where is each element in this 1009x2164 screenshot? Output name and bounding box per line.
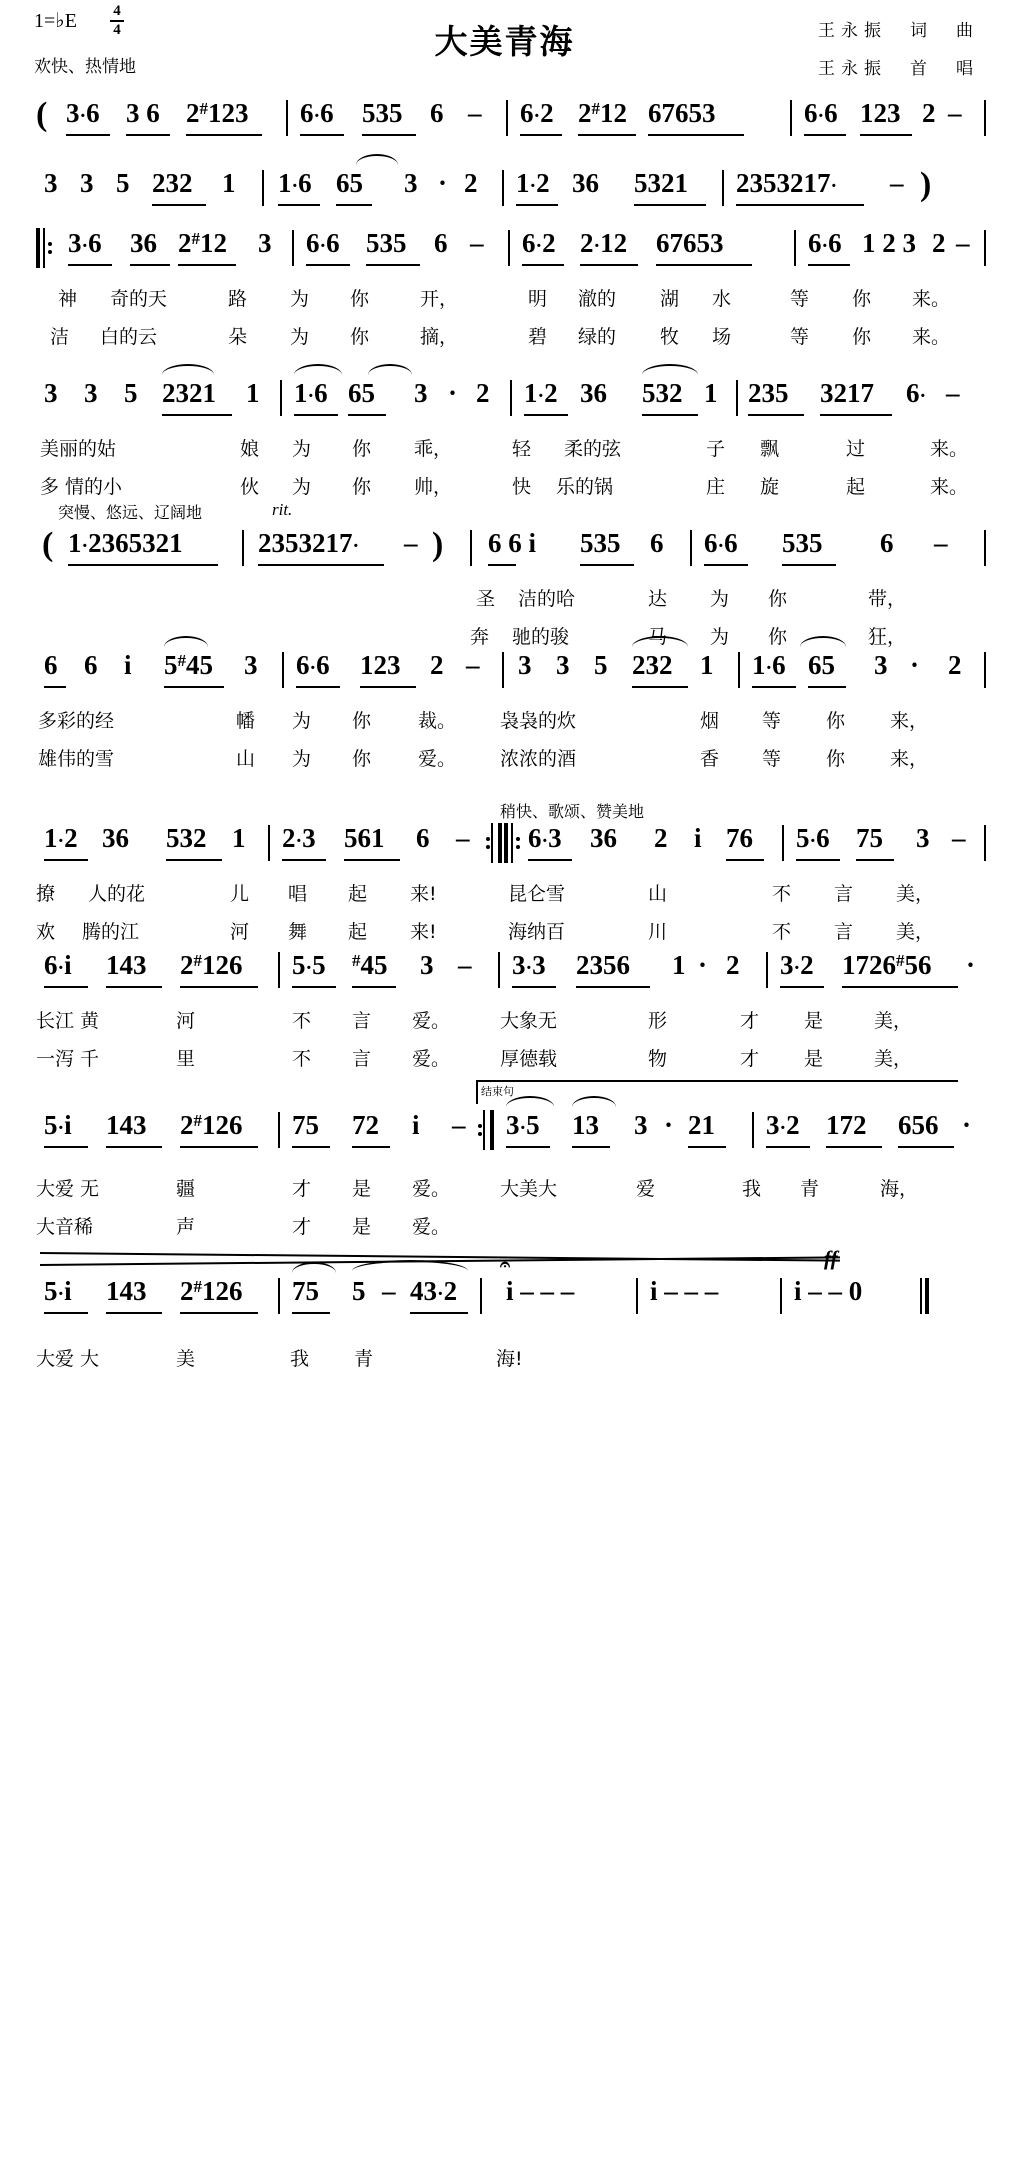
lyric-line-2: 洁 白的云 朵 为 你 摘， 碧 绿的 牧 场 等 你 来。 (50, 326, 951, 348)
repeat-start-barline (504, 823, 520, 863)
lyric-line-1: 美丽的姑 娘 为 你 乖， 轻 柔的弦 子 飘 过 来。 (40, 438, 969, 460)
tempo-mark-rit: rit. (272, 500, 293, 519)
system-verse-2 (0, 378, 1009, 506)
lyric-line-2: 一泻 千 里 不 言 爱。 厚德载 物 才 是 美， (36, 1048, 913, 1070)
time-denominator: 4 (113, 22, 121, 38)
repeat-start-barline (36, 228, 54, 268)
system-verse-4 (0, 795, 1009, 951)
notation-line: 3 3 5 2321 1 1·6 65 3 · 2 1·2 36 532 1 235 3217 6· – (0, 378, 1009, 424)
lyric-line-1: 圣 洁的哈 达 为 你 带， (476, 588, 907, 610)
notation-line: 1·2 36 532 1 2·3 561 6 – 6·3 36 2 i 76 5·6 75 3 – (0, 823, 1009, 869)
lyric-line-2: 大音稀 声 才 是 爱。 (36, 1216, 451, 1238)
time-numerator: 4 (113, 3, 121, 19)
notation-line: 6 6 i 5#45 3 6·6 123 2 – 3 3 5 232 1 1·6 65 3 · 2 (0, 650, 1009, 696)
lyric-line-1: 撩 人的花 儿 唱 起 来! 昆仑雪 山 不 言 美， (36, 883, 935, 905)
tempo-mark-faster: 稍快、歌颂、赞美地 (500, 802, 645, 821)
system-verse-3 (0, 650, 1009, 778)
lyric-line-1: 长江 黄 河 不 言 爱。 大象无 形 才 是 美， (36, 1010, 913, 1032)
system-verse-1 (0, 228, 1009, 356)
final-barline (920, 1278, 932, 1314)
system-interlude (0, 500, 1009, 656)
notation-line: 3 3 5 232 1 1·6 65 3 · 2 1·2 36 5321 2353217· – ) (0, 168, 1009, 214)
paren-close: ) (920, 166, 932, 203)
system-intro-1 (0, 98, 1009, 144)
paren-open: ( (42, 526, 54, 563)
ending-label: 结束句 (481, 1085, 514, 1098)
tempo-mood-marking: 欢快、热情地 (34, 57, 136, 77)
repeat-end-barline (478, 1110, 496, 1150)
paren-close: ) (432, 526, 444, 563)
repeat-end-barline (486, 823, 504, 863)
system-verse-6 (0, 1080, 1009, 1246)
lyric-line-1: 多彩的经 幡 为 你 裁。 袅袅的炊 烟 等 你 来， (38, 710, 929, 732)
lyric-line-1: 神 奇的天 路 为 你 开， 明 澈的 湖 水 等 你 来。 (58, 288, 951, 310)
system-ending (0, 1240, 1009, 1378)
tempo-mark-slow: 突慢、悠远、辽阔地 (58, 503, 203, 522)
notation-line: 3·6 36 2#12 3 6·6 535 6 – 6·2 2·12 67653 6·6 1 2 3 2 – (0, 228, 1009, 274)
lyric-line-1: 大爱 无 疆 才 是 爱。 大美大 爱 我 青 海， (36, 1178, 919, 1200)
credit-singer: 王永振 首 唱 (818, 59, 979, 79)
dynamic-ff: ff (824, 1246, 838, 1270)
lyric-line-1: 大爱 大 美 我 青 海! (36, 1348, 523, 1370)
lyric-line-2: 奔 驰的骏 马 为 你 狂， (470, 626, 907, 648)
paren-open: ( (36, 96, 48, 133)
credit-lyrics-composer: 王永振 词 曲 (818, 21, 979, 41)
lyric-line-2: 多 情的小 伙 为 你 帅， 快 乐的锅 庄 旋 起 来。 (40, 476, 969, 498)
notation-line: 5·i 143 2#126 75 5 – 43·2 𝄐 i – – – i – – – i – – 0 (0, 1276, 1009, 1322)
system-verse-5 (0, 950, 1009, 1078)
key-signature: 1=♭E (34, 10, 77, 32)
notation-line: ( 3·6 3 6 2#123 6·6 535 6 – 6·2 2#12 67653 6·6 123 2 – (0, 98, 1009, 144)
lyric-line-2: 雄伟的雪 山 为 你 爱。 浓浓的酒 香 等 你 来， (38, 748, 929, 770)
notation-line: ( 1·2365321 2353217· – ) 6 6 i 535 6 6·6 535 6 – (0, 528, 1009, 574)
notation-line: 6·i 143 2#126 5·5 #45 3 – 3·3 2356 1 · 2 3·2 1726#56 · (0, 950, 1009, 996)
system-intro-2 (0, 168, 1009, 214)
notation-line: 5·i 143 2#126 75 72 i – 3·5 13 3 · 21 3·2 172 656 · (0, 1110, 1009, 1156)
page-title: 大美青海 (434, 22, 575, 61)
lyric-line-2: 欢 腾的江 河 舞 起 来! 海纳百 川 不 言 美， (36, 921, 935, 943)
